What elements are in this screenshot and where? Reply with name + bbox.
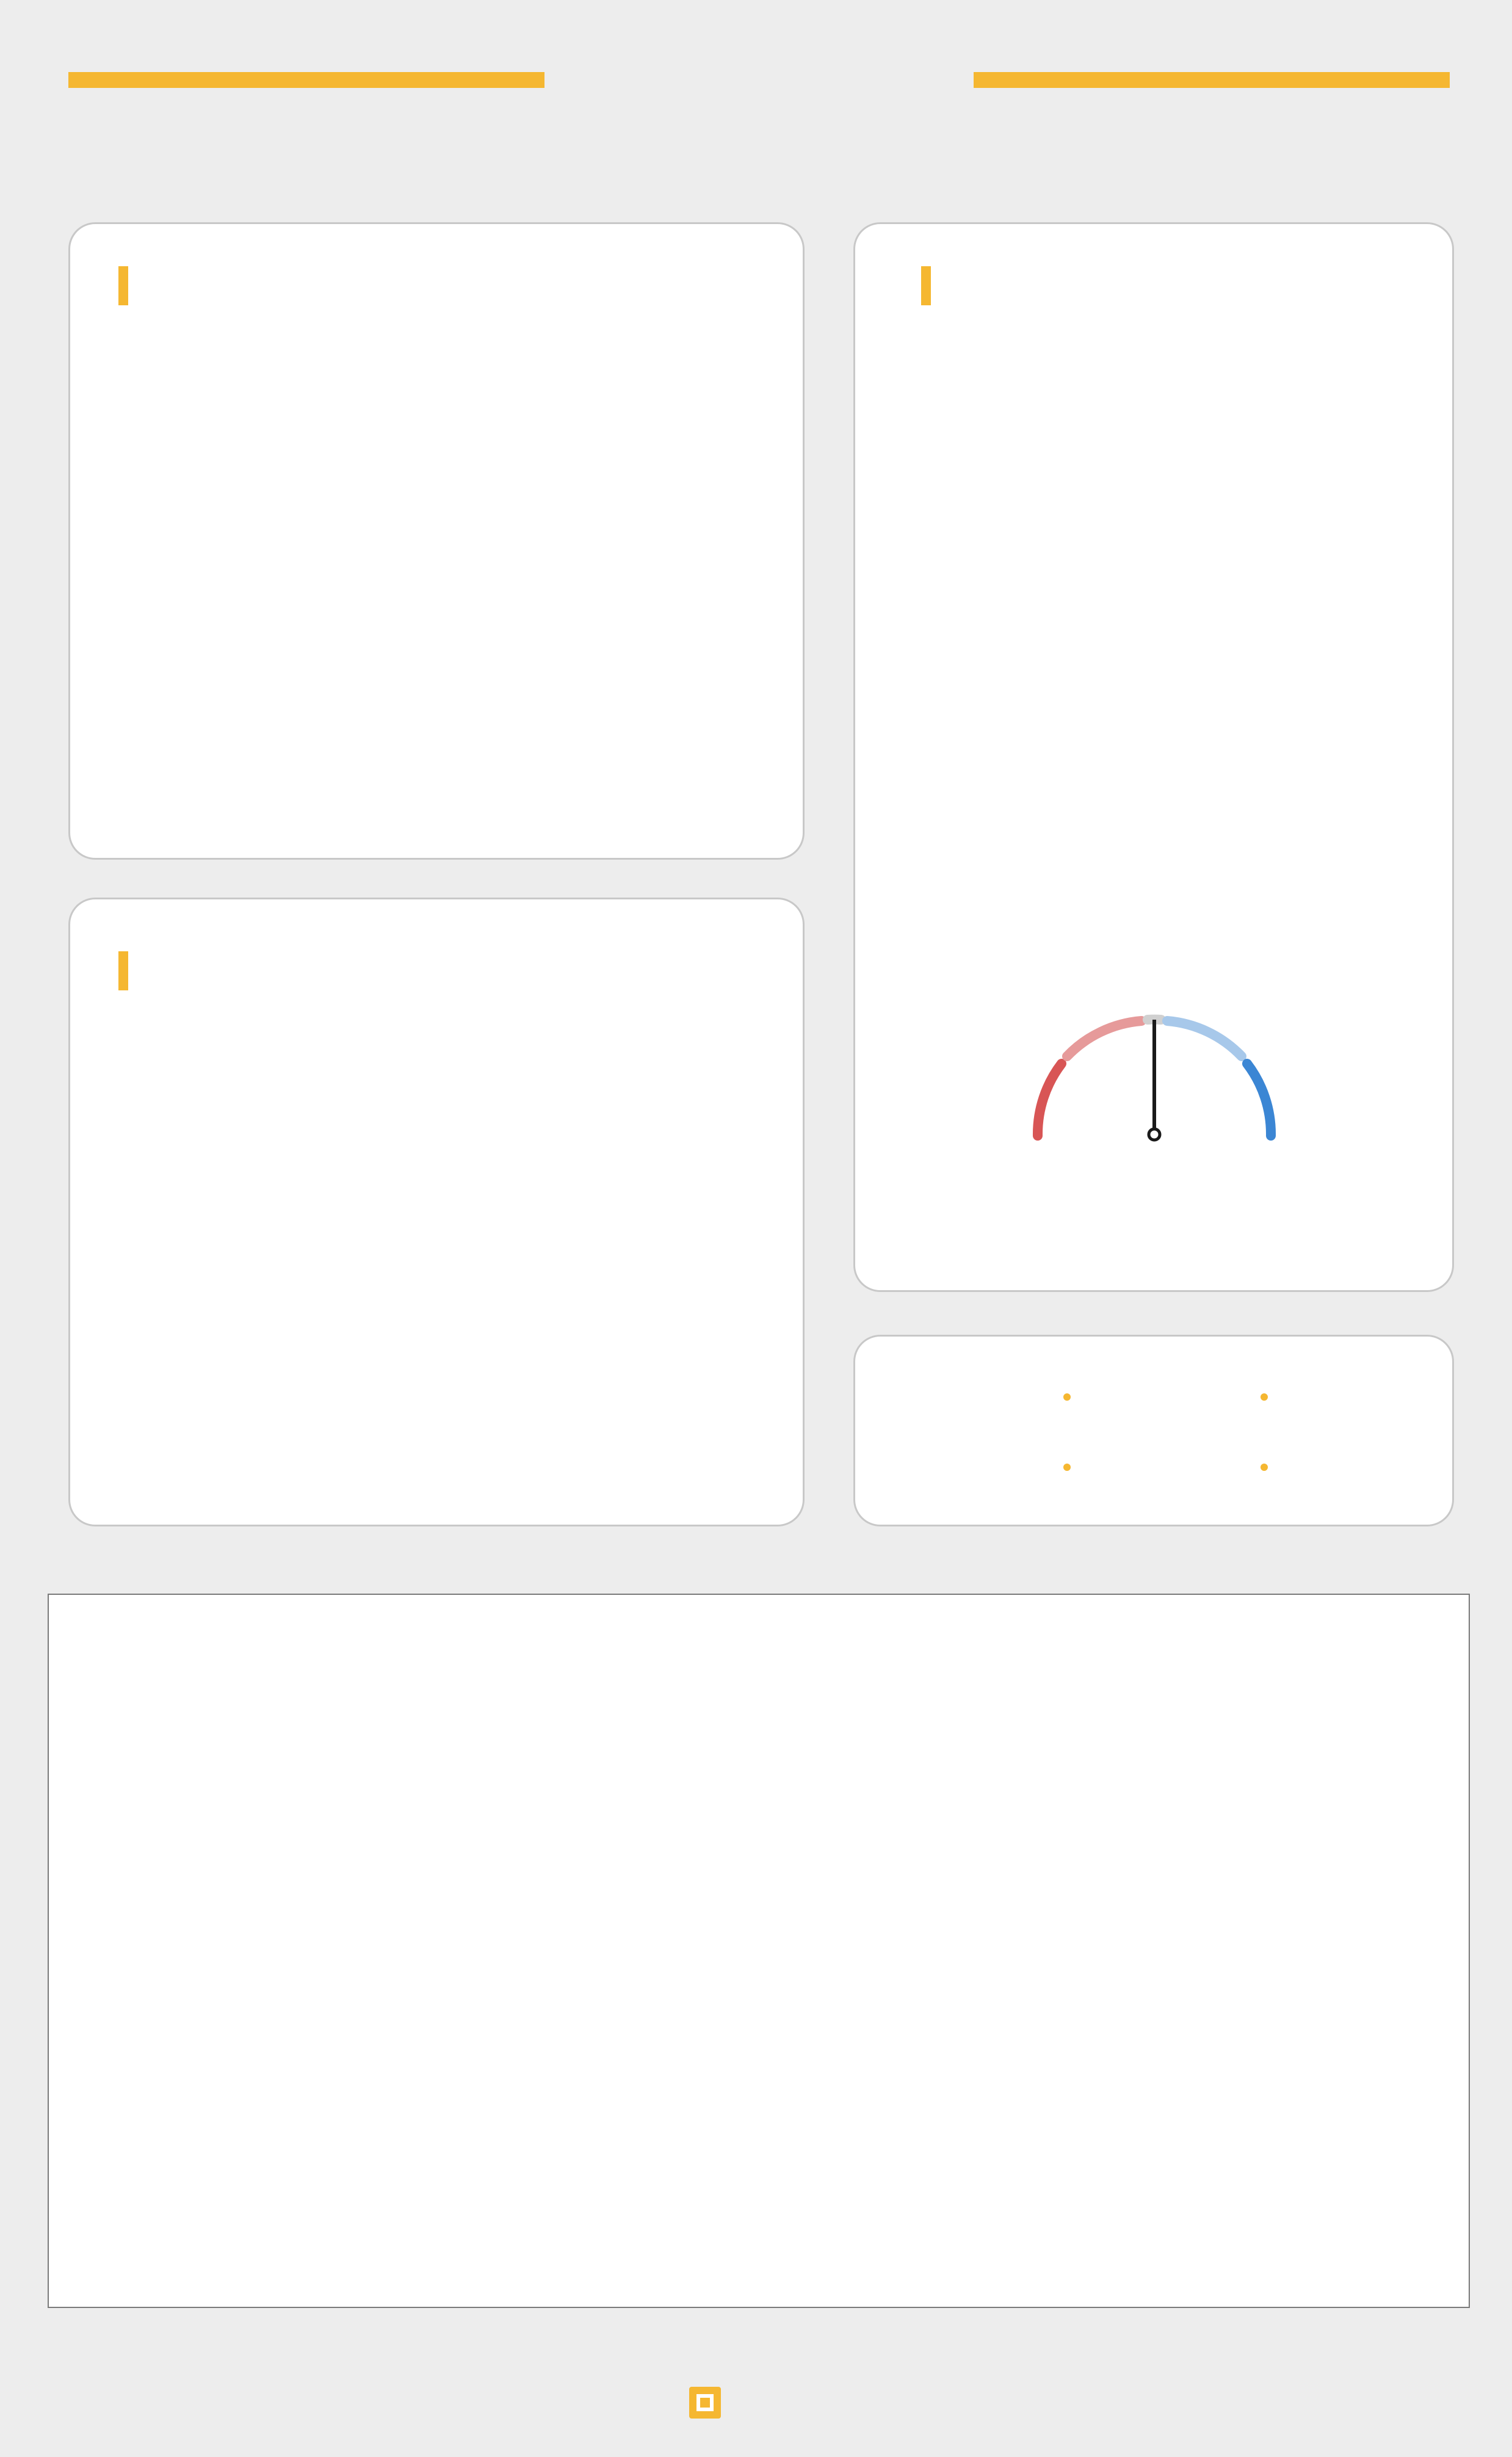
header-bar-left [68, 72, 544, 88]
title-accent-tick [118, 951, 128, 990]
technical-card [68, 898, 805, 1526]
bullet-dot [1261, 1393, 1268, 1401]
gauge-hub [1149, 1129, 1160, 1140]
bullet-dot [1063, 1464, 1071, 1471]
bullet-dot [1063, 1393, 1071, 1401]
bullet-dot [1261, 1464, 1268, 1471]
gauge-segment-sell [1067, 1021, 1141, 1056]
gauge-segment-strong-buy [1247, 1064, 1271, 1136]
fundamentals-card [68, 222, 805, 860]
levels-card [853, 1335, 1454, 1526]
price-chart[interactable] [48, 1594, 1470, 2308]
title-accent-tick [921, 266, 931, 305]
header-bar-right [974, 72, 1450, 88]
title-accent-tick [118, 266, 128, 305]
sentiment-gauge [940, 971, 1367, 1154]
chart-canvas[interactable] [49, 1595, 1469, 2307]
gauge-segment-strong-sell [1038, 1064, 1062, 1136]
bcr-logo-icon [687, 2384, 723, 2421]
gauge-segment-buy [1167, 1021, 1242, 1056]
